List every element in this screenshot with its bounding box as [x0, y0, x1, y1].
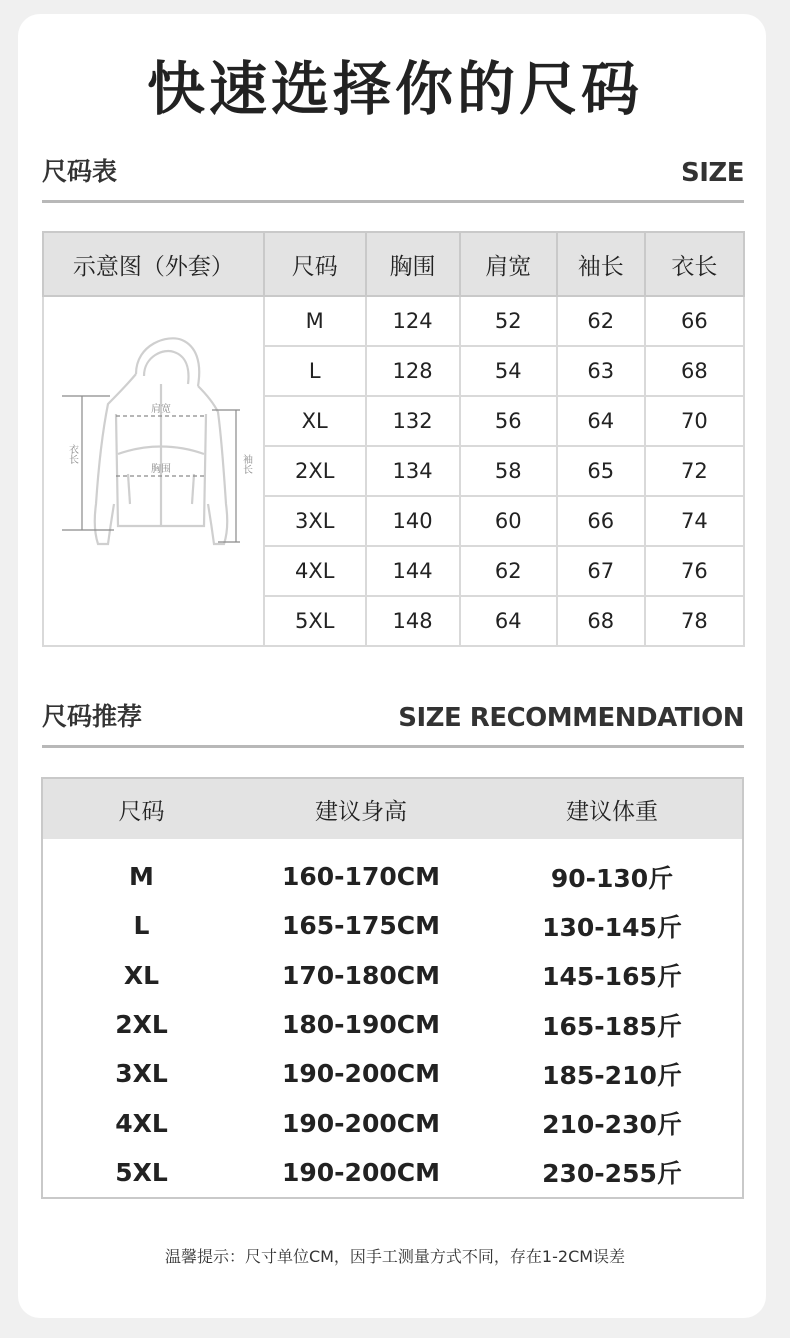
col-shoulder: 肩宽 — [460, 232, 557, 296]
size-cell: 2XL — [115, 1010, 168, 1039]
weight-cell: 230-255斤 — [542, 1159, 682, 1189]
col-size: 尺码 — [42, 778, 240, 839]
page-title: 快速选择你的尺码 — [146, 55, 643, 123]
size-cell: M — [264, 296, 366, 346]
recommendation-header — [42, 703, 744, 739]
length-cell: 70 — [645, 396, 744, 446]
sleeve-label: 袖长 — [240, 453, 252, 474]
length-cell: 72 — [645, 446, 744, 496]
size-cell: 2XL — [264, 446, 366, 496]
table-row — [42, 1098, 743, 1147]
measurement-note: 温馨提示：尺寸单位CM，因手工测量方式不同，存在1-2CM误差 — [164, 1247, 626, 1266]
size-cell: 5XL — [264, 596, 366, 646]
size-cell: 4XL — [264, 546, 366, 596]
size-cell: XL — [264, 396, 366, 446]
size-cell: XL — [123, 960, 160, 990]
sleeve-cell: 67 — [557, 546, 645, 596]
height-cell: 190-200CM — [282, 1157, 440, 1187]
chest-cell: 134 — [366, 446, 460, 496]
recommendation-heading-en: SIZE RECOMMENDATION — [398, 703, 744, 733]
table-row — [42, 1049, 743, 1098]
shoulder-label: 肩宽 — [150, 403, 171, 415]
col-length: 衣长 — [645, 232, 744, 296]
size-chart-header-row — [43, 232, 744, 296]
height-cell: 190-200CM — [282, 1059, 440, 1089]
shoulder-cell: 60 — [460, 496, 557, 546]
recommendation-heading: 尺码推荐 — [42, 702, 143, 731]
height-cell: 170-180CM — [282, 960, 440, 990]
height-cell: 160-170CM — [282, 862, 440, 892]
length-label: 衣长 — [66, 443, 78, 464]
table-row — [43, 296, 744, 346]
chest-cell: 140 — [366, 496, 460, 546]
size-cell: 4XL — [115, 1108, 168, 1138]
sleeve-cell: 65 — [557, 446, 645, 496]
recommendation-table — [41, 777, 744, 1199]
shoulder-cell: 56 — [460, 396, 557, 446]
table-row — [42, 1148, 743, 1198]
weight-cell: 210-230斤 — [542, 1110, 682, 1140]
weight-cell: 185-210斤 — [542, 1060, 682, 1090]
col-diagram: 示意图（外套） — [43, 232, 264, 296]
chest-cell: 124 — [366, 296, 460, 346]
chest-label: 胸围 — [150, 463, 171, 475]
height-cell: 165-175CM — [282, 911, 440, 941]
height-cell: 180-190CM — [282, 1010, 440, 1039]
chest-cell: 128 — [366, 346, 460, 396]
chest-cell: 132 — [366, 396, 460, 446]
recommendation-divider — [42, 745, 744, 748]
col-weight: 建议体重 — [482, 778, 743, 839]
size-cell: M — [129, 862, 154, 892]
table-row — [42, 901, 743, 950]
size-chart-heading: 尺码表 — [42, 157, 118, 186]
recommendation-header-row — [42, 778, 743, 839]
size-cell: L — [264, 346, 366, 396]
shoulder-cell: 58 — [460, 446, 557, 496]
size-cell: L — [133, 911, 150, 941]
col-size: 尺码 — [264, 232, 366, 296]
table-row — [42, 839, 743, 901]
length-cell: 74 — [645, 496, 744, 546]
height-cell: 190-200CM — [282, 1108, 440, 1138]
chest-cell: 148 — [366, 596, 460, 646]
shoulder-cell: 54 — [460, 346, 557, 396]
size-chart-heading-en: SIZE — [680, 158, 744, 188]
col-chest: 胸围 — [366, 232, 460, 296]
shoulder-cell: 52 — [460, 296, 557, 346]
chest-cell: 144 — [366, 546, 460, 596]
shoulder-cell: 62 — [460, 546, 557, 596]
sleeve-cell: 64 — [557, 396, 645, 446]
size-cell: 3XL — [115, 1059, 168, 1089]
size-cell: 3XL — [264, 496, 366, 546]
jacket-diagram-cell — [43, 296, 264, 646]
sleeve-cell: 66 — [557, 496, 645, 546]
col-sleeve: 袖长 — [557, 232, 645, 296]
table-row — [42, 951, 743, 1000]
shoulder-cell: 64 — [460, 596, 557, 646]
length-cell: 76 — [645, 546, 744, 596]
sleeve-cell: 63 — [557, 346, 645, 396]
weight-cell: 145-165斤 — [542, 962, 682, 992]
weight-cell: 165-185斤 — [542, 1011, 682, 1041]
size-cell: 5XL — [115, 1157, 168, 1187]
sleeve-cell: 68 — [557, 596, 645, 646]
size-chart-header — [42, 158, 744, 194]
sleeve-cell: 62 — [557, 296, 645, 346]
size-chart-divider — [42, 200, 744, 203]
weight-cell: 90-130斤 — [550, 863, 674, 893]
length-cell: 78 — [645, 596, 744, 646]
weight-cell: 130-145斤 — [542, 912, 682, 942]
jacket-diagram — [46, 304, 261, 634]
table-row — [42, 1000, 743, 1049]
length-cell: 68 — [645, 346, 744, 396]
col-height: 建议身高 — [240, 778, 482, 839]
size-chart-table — [42, 231, 745, 647]
length-cell: 66 — [645, 296, 744, 346]
